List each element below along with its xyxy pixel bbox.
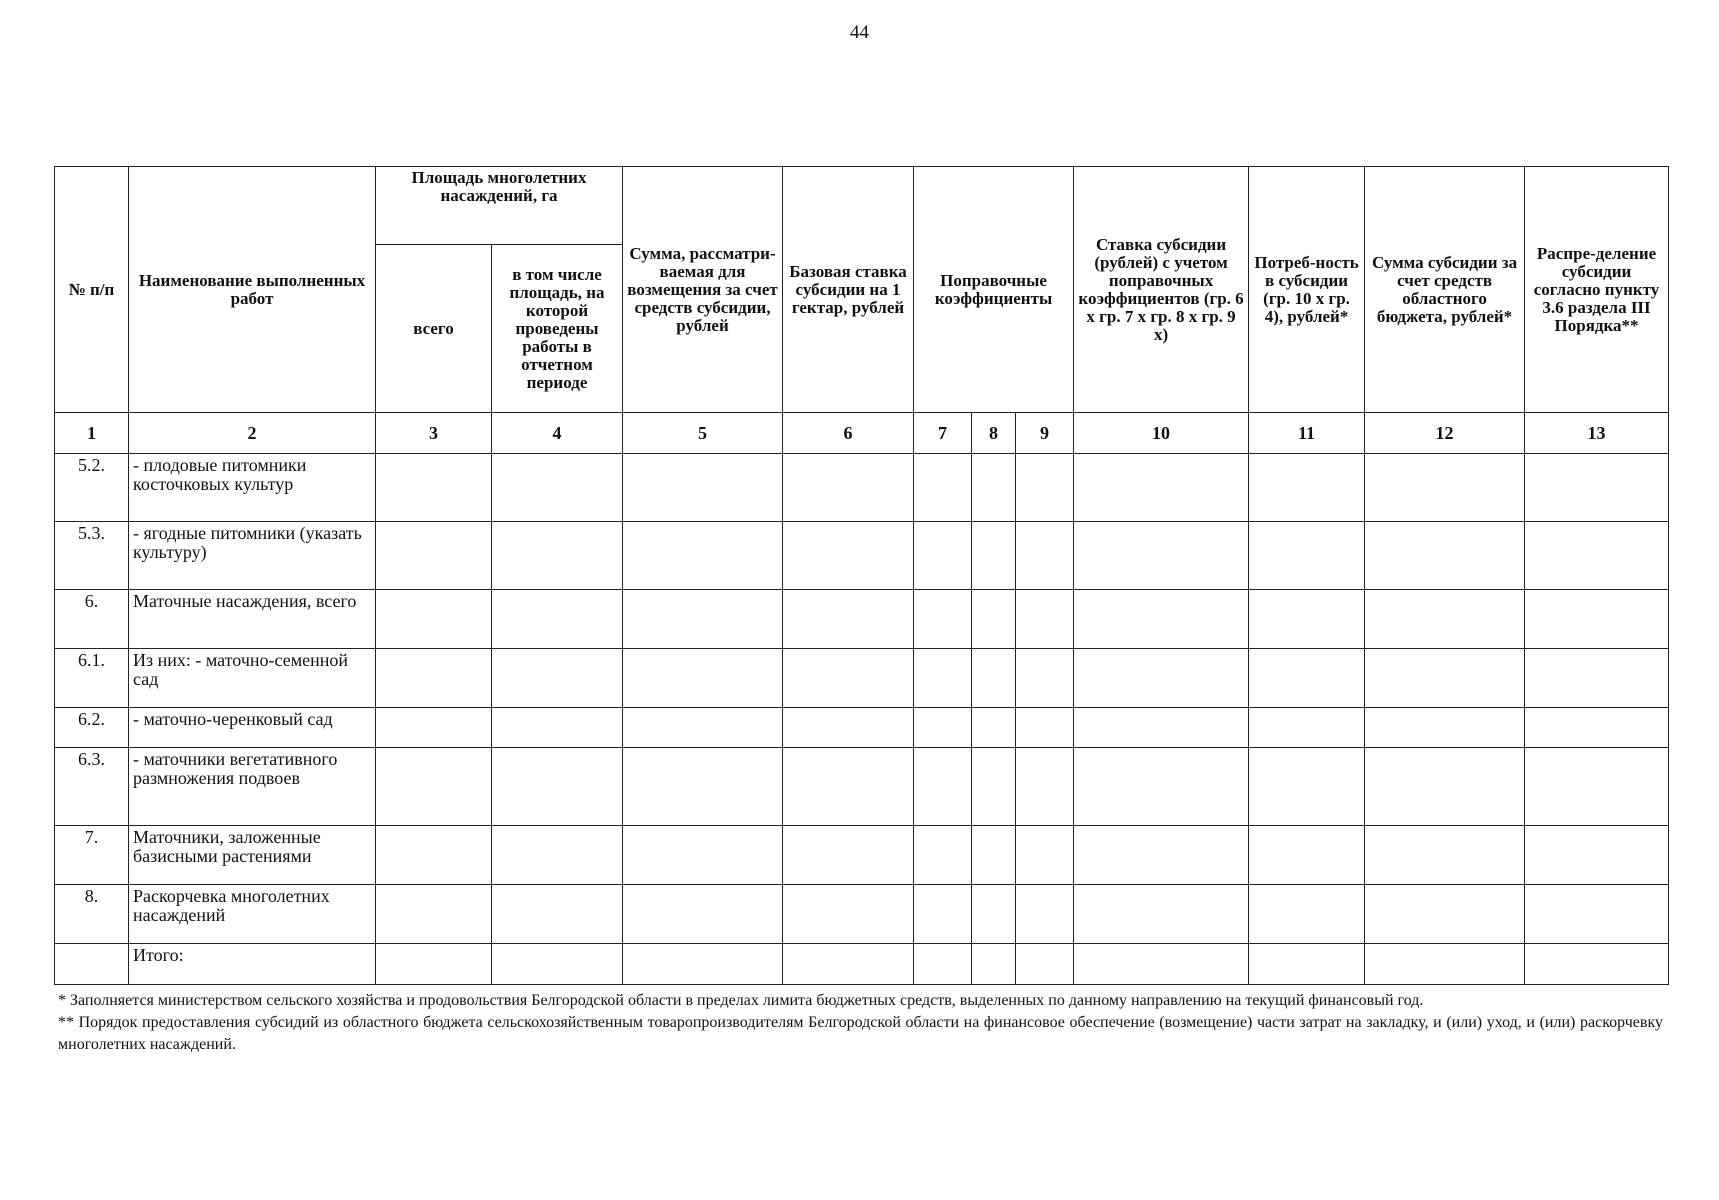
empty-cell[interactable] xyxy=(376,748,492,826)
table-row xyxy=(55,590,1669,649)
header-number: № п/п xyxy=(55,167,129,413)
empty-cell[interactable] xyxy=(972,454,1016,522)
empty-cell[interactable] xyxy=(783,708,914,748)
row-work-name: Итого: xyxy=(129,944,376,985)
table-row xyxy=(55,748,1669,826)
empty-cell[interactable] xyxy=(1525,590,1669,649)
empty-cell[interactable] xyxy=(492,748,623,826)
header-base-rate: Базовая ставка субсидии на 1 гектар, рублей xyxy=(783,167,914,413)
page-number: 44 xyxy=(850,22,869,43)
row-number: 6.3. xyxy=(55,748,129,826)
table-row xyxy=(55,826,1669,885)
empty-cell[interactable] xyxy=(376,708,492,748)
empty-cell[interactable] xyxy=(914,454,972,522)
table-row xyxy=(55,522,1669,590)
empty-cell[interactable] xyxy=(1074,748,1249,826)
empty-cell[interactable] xyxy=(492,590,623,649)
empty-cell[interactable] xyxy=(914,885,972,944)
empty-cell[interactable] xyxy=(376,522,492,590)
empty-cell[interactable] xyxy=(376,826,492,885)
row-work-name: Маточники, заложенные базисными растениями xyxy=(129,826,376,885)
empty-cell[interactable] xyxy=(914,944,972,985)
empty-cell[interactable] xyxy=(914,590,972,649)
subsidy-calculation-table xyxy=(54,166,1669,985)
header-area-worked: в том числе площадь, на которой проведены работы в отчетном периоде xyxy=(492,245,623,413)
column-number: 9 xyxy=(1016,413,1074,454)
empty-cell[interactable] xyxy=(1365,590,1525,649)
column-number: 12 xyxy=(1365,413,1525,454)
empty-cell[interactable] xyxy=(1074,454,1249,522)
column-number: 1 xyxy=(55,413,129,454)
empty-cell[interactable] xyxy=(1016,885,1074,944)
empty-cell[interactable] xyxy=(1016,708,1074,748)
empty-cell[interactable] xyxy=(972,885,1016,944)
empty-cell[interactable] xyxy=(783,748,914,826)
table-row xyxy=(55,944,1669,985)
empty-cell[interactable] xyxy=(1249,454,1365,522)
empty-cell[interactable] xyxy=(1365,944,1525,985)
empty-cell[interactable] xyxy=(1365,454,1525,522)
empty-cell[interactable] xyxy=(376,885,492,944)
empty-cell[interactable] xyxy=(1365,649,1525,708)
empty-cell[interactable] xyxy=(1016,944,1074,985)
row-number xyxy=(55,944,129,985)
row-work-name: Из них: - маточно-семенной сад xyxy=(129,649,376,708)
column-number: 11 xyxy=(1249,413,1365,454)
empty-cell[interactable] xyxy=(972,590,1016,649)
empty-cell[interactable] xyxy=(1074,885,1249,944)
empty-cell[interactable] xyxy=(1249,944,1365,985)
row-number: 5.2. xyxy=(55,454,129,522)
empty-cell[interactable] xyxy=(914,649,972,708)
empty-cell[interactable] xyxy=(376,944,492,985)
table-row xyxy=(55,454,1669,522)
empty-cell[interactable] xyxy=(1365,748,1525,826)
table-row xyxy=(55,708,1669,748)
header-subsidy-sum: Сумма субсидии за счет средств областного бюджета, рублей* xyxy=(1365,167,1525,413)
row-number: 8. xyxy=(55,885,129,944)
column-number: 10 xyxy=(1074,413,1249,454)
empty-cell[interactable] xyxy=(1365,826,1525,885)
empty-cell[interactable] xyxy=(783,885,914,944)
empty-cell[interactable] xyxy=(623,748,783,826)
empty-cell[interactable] xyxy=(492,885,623,944)
empty-cell[interactable] xyxy=(1525,826,1669,885)
empty-cell[interactable] xyxy=(1525,885,1669,944)
empty-cell[interactable] xyxy=(1249,748,1365,826)
empty-cell[interactable] xyxy=(783,454,914,522)
header-rate: Ставка субсидии (рублей) с учетом поправочных коэффициентов (гр. 6 х гр. 7 х гр. 8 х гр. 9 х) xyxy=(1074,167,1249,413)
empty-cell[interactable] xyxy=(972,708,1016,748)
row-number: 7. xyxy=(55,826,129,885)
empty-cell[interactable] xyxy=(623,454,783,522)
empty-cell[interactable] xyxy=(914,826,972,885)
column-number: 4 xyxy=(492,413,623,454)
empty-cell[interactable] xyxy=(1249,590,1365,649)
empty-cell[interactable] xyxy=(1365,885,1525,944)
header-area-total: всего xyxy=(376,245,492,413)
row-work-name: - плодовые питомники косточковых культур xyxy=(129,454,376,522)
row-number: 5.3. xyxy=(55,522,129,590)
empty-cell[interactable] xyxy=(1525,649,1669,708)
empty-cell[interactable] xyxy=(1016,454,1074,522)
empty-cell[interactable] xyxy=(1249,708,1365,748)
table-row xyxy=(55,885,1669,944)
empty-cell[interactable] xyxy=(623,826,783,885)
empty-cell[interactable] xyxy=(1249,826,1365,885)
empty-cell[interactable] xyxy=(972,826,1016,885)
column-number: 3 xyxy=(376,413,492,454)
header-coefficients: Поправочные коэффициенты xyxy=(914,167,1074,413)
empty-cell[interactable] xyxy=(492,649,623,708)
empty-cell[interactable] xyxy=(1074,522,1249,590)
column-number: 13 xyxy=(1525,413,1669,454)
table-row xyxy=(55,649,1669,708)
row-work-name: - маточники вегетативного размножения подвоев xyxy=(129,748,376,826)
empty-cell[interactable] xyxy=(972,649,1016,708)
footnote-double-asterisk: ** Порядок предоставления субсидий из областного бюджета сельскохозяйственным товаропроизводителям Белгородской области на финансовое обеспечение (возмещение) части затрат на закладку, и (или) уход, и (или) раскорчевку многолетних насаждений. xyxy=(58,1014,1663,1053)
empty-cell[interactable] xyxy=(492,826,623,885)
empty-cell[interactable] xyxy=(492,522,623,590)
empty-cell[interactable] xyxy=(1525,522,1669,590)
empty-cell[interactable] xyxy=(1016,590,1074,649)
column-number: 2 xyxy=(129,413,376,454)
empty-cell[interactable] xyxy=(623,649,783,708)
empty-cell[interactable] xyxy=(914,748,972,826)
empty-cell[interactable] xyxy=(972,522,1016,590)
empty-cell[interactable] xyxy=(492,944,623,985)
empty-cell[interactable] xyxy=(914,522,972,590)
empty-cell[interactable] xyxy=(1525,748,1669,826)
row-number: 6. xyxy=(55,590,129,649)
empty-cell[interactable] xyxy=(1365,708,1525,748)
empty-cell[interactable] xyxy=(1525,454,1669,522)
header-sum: Сумма, рассматри-ваемая для возмещения за счет средств субсидии, рублей xyxy=(623,167,783,413)
empty-cell[interactable] xyxy=(1016,649,1074,708)
row-work-name: Маточные насаждения, всего xyxy=(129,590,376,649)
footnotes xyxy=(58,990,1663,1056)
header-distribution: Распре-деление субсидии согласно пункту 3.6 раздела III Порядка** xyxy=(1525,167,1669,413)
empty-cell[interactable] xyxy=(1074,590,1249,649)
empty-cell[interactable] xyxy=(376,649,492,708)
empty-cell[interactable] xyxy=(1074,649,1249,708)
row-work-name: Раскорчевка многолетних насаждений xyxy=(129,885,376,944)
empty-cell[interactable] xyxy=(1016,826,1074,885)
empty-cell[interactable] xyxy=(1249,522,1365,590)
empty-cell[interactable] xyxy=(1074,944,1249,985)
empty-cell[interactable] xyxy=(623,590,783,649)
empty-cell[interactable] xyxy=(623,944,783,985)
empty-cell[interactable] xyxy=(492,454,623,522)
footnote-single-asterisk: * Заполняется министерством сельского хозяйства и продовольствия Белгородской области в пределах лимита бюджетных средств, выделенных по данному направлению на текущий финансовый год. xyxy=(58,992,1424,1009)
column-number: 6 xyxy=(783,413,914,454)
column-number: 5 xyxy=(623,413,783,454)
empty-cell[interactable] xyxy=(1525,944,1669,985)
row-number: 6.1. xyxy=(55,649,129,708)
header-work-name: Наименование выполненных работ xyxy=(129,167,376,413)
empty-cell[interactable] xyxy=(783,522,914,590)
empty-cell[interactable] xyxy=(972,944,1016,985)
empty-cell[interactable] xyxy=(1525,708,1669,748)
row-number: 6.2. xyxy=(55,708,129,748)
empty-cell[interactable] xyxy=(1016,748,1074,826)
empty-cell[interactable] xyxy=(623,708,783,748)
empty-cell[interactable] xyxy=(1016,522,1074,590)
empty-cell[interactable] xyxy=(376,590,492,649)
row-work-name: - ягодные питомники (указать культуру) xyxy=(129,522,376,590)
empty-cell[interactable] xyxy=(972,748,1016,826)
empty-cell[interactable] xyxy=(783,590,914,649)
empty-cell[interactable] xyxy=(1249,649,1365,708)
column-number: 7 xyxy=(914,413,972,454)
header-area: Площадь многолетних насаждений, га xyxy=(376,167,623,245)
empty-cell[interactable] xyxy=(783,649,914,708)
empty-cell[interactable] xyxy=(623,885,783,944)
empty-cell[interactable] xyxy=(914,708,972,748)
empty-cell[interactable] xyxy=(623,522,783,590)
empty-cell[interactable] xyxy=(1074,826,1249,885)
empty-cell[interactable] xyxy=(1249,885,1365,944)
empty-cell[interactable] xyxy=(376,454,492,522)
empty-cell[interactable] xyxy=(492,708,623,748)
column-numbers-row xyxy=(55,413,1669,454)
empty-cell[interactable] xyxy=(1365,522,1525,590)
row-work-name: - маточно-черенковый сад xyxy=(129,708,376,748)
empty-cell[interactable] xyxy=(1074,708,1249,748)
empty-cell[interactable] xyxy=(783,944,914,985)
header-need: Потреб-ность в субсидии (гр. 10 х гр. 4), рублей* xyxy=(1249,167,1365,413)
empty-cell[interactable] xyxy=(783,826,914,885)
column-number: 8 xyxy=(972,413,1016,454)
